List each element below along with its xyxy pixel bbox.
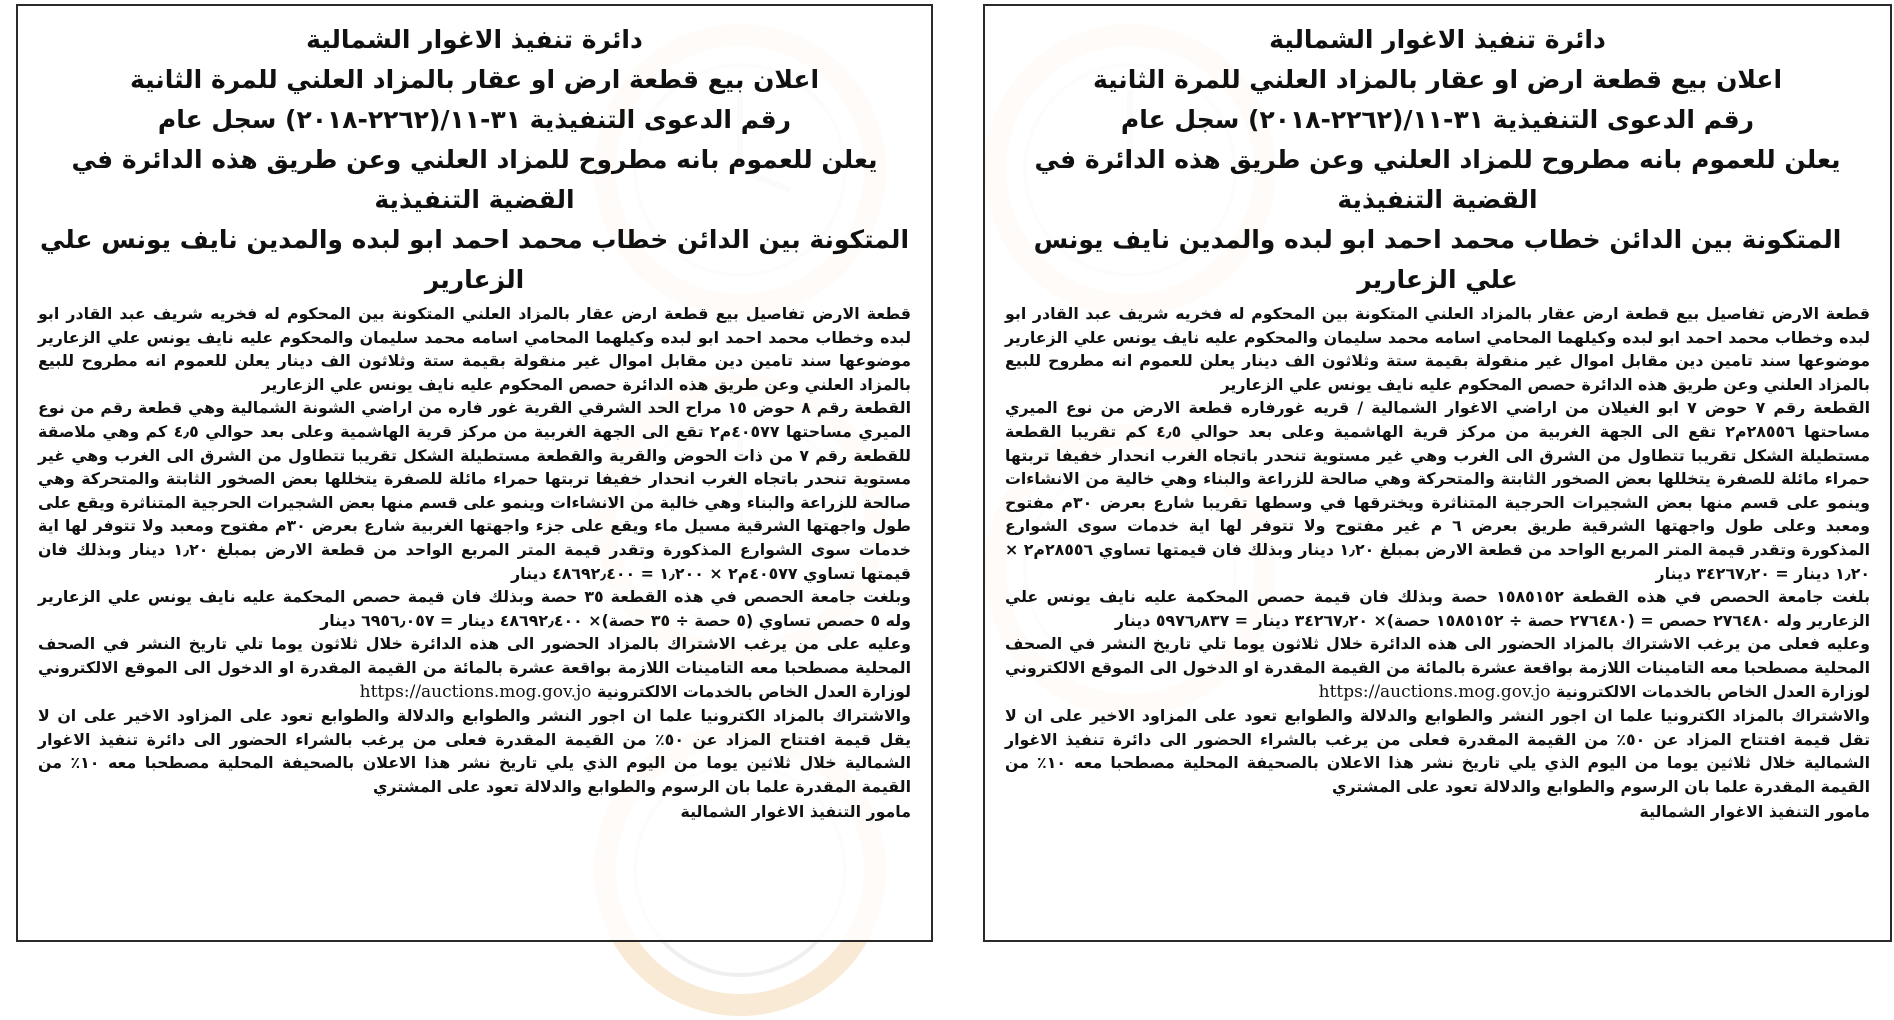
paragraph-participation (38, 632, 911, 704)
paragraph-plot: القطعة رقم ٧ حوض ٧ ابو الغيلان من اراضي الاغوار الشمالية / قريه غورفاره قطعة الارض من نوع الميري مساحتها ٢٨٥٥٦م٢ تقع الى الجهة الغربية من مركز قرية الهاشمية وعلى بعد حوالي ٤٫٥ كم تقريبا القطعة مستطيلة الشكل تقريبا تتطاول من الشرق الى الغرب وهي غير مستوية تنحدر باتجاه الغرب انحدار خفيفا تربتها حمراء مائلة للصفرة يتخللها بعض الصخور الثابتة والمتحركة وهي صالحة للزراعة والبناء وهي خالية من الانشاءات وينمو على قسم منها بعض الشجيرات الحرجية المتناثرة ويخترقها في وسطها تقريبا شارع بعرض ٣٠م مفتوح ومعبد وعلى طول واجهتها الشرقية طريق بعرض ٦ م غير مفتوح ولا تتوفر لها اية خدمات سوى الشوارع المذكورة وتقدر قيمة المتر المربع الواحد من قطعة الارض بمبلغ ١٫٢٠ دينار وبذلك فان قيمتها تساوي ٢٨٥٥٦م٢ × ١٫٢٠ دينار = ٣٤٢٦٧٫٢٠ دينار (1005, 398, 1871, 583)
intro-line-2: المتكونة بين الدائن خطاب محمد احمد ابو لبده والمدين نايف يونس علي الزعارير (1033, 225, 1842, 294)
announcement-title: اعلان بيع قطعة ارض او عقار بالمزاد العلني للمرة الثانية (129, 65, 820, 94)
authority-title: دائرة تنفيذ الاغوار الشمالية (1269, 25, 1606, 54)
announcement-title: اعلان بيع قطعة ارض او عقار بالمزاد العلني للمرة الثانية (1092, 65, 1783, 94)
authority-title: دائرة تنفيذ الاغوار الشمالية (306, 25, 643, 54)
participation-text: وعليه فعلى من يرغب الاشتراك بالمزاد الحضور الى هذه الدائرة خلال ثلاثون يوما تلي تاريخ النشر في الصحف المحلية مصطحبا معه التامينات اللازمة بواقعة عشرة بالمائة من القيمة المقدرة او الدخول الى الموقع الالكتروني لوزارة العدل الخاص بالخدمات الالكترونية (1005, 634, 1870, 701)
notice-body (1005, 302, 1870, 798)
notice-panel-right (983, 4, 1892, 942)
intro-line-1: يعلن للعموم بانه مطروح للمزاد العلني وعن طريق هذه الدائرة في القضية التنفيذية (1034, 145, 1841, 214)
intro-line-2: المتكونة بين الدائن خطاب محمد احمد ابو لبده والمدين نايف يونس علي الزعارير (39, 225, 910, 294)
paragraph-plot: القطعة رقم ٨ حوض ١٥ مراح الحد الشرقي القرية غور فاره من اراضي الشونة الشمالية وهي قطعة رقم من نوع الميري مساحتها ٤٠٥٧٧م٢ تقع الى الجهة الغربية من مركز قرية الهاشمية وعلى بعد حوالي ٤٫٥ كم وهي ملاصقة للقطعة رقم ٧ من ذات الحوض والقرية والقطعة مستطيلة الشكل تقريبا تتطاول من الشرق الى الغرب وهي غير مستوية تنحدر باتجاه الغرب انحدار خفيفا تربتها حمراء مائلة للصفرة يتخللها بعض الصخور الثابتة والمتحركة وهي صالحة للزراعة والبناء وهي خالية من الانشاءات وينمو على قسم منها بعض الشجيرات الحرجية المتناثرة ويقع على طول واجهتها الشرقية مسيل ماء ويقع على جزء واجهتها الغربية شارع بعرض ٣٠م مفتوح ومعبد ولا تتوفر لها اية خدمات سوى الشوارع المذكورة وتقدر قيمة المتر المربع الواحد من قطعة الارض بمبلغ ١٫٢٠ دينار وبذلك فان قيمتها تساوي ٤٠٥٧٧م٢ × ١٫٢٠٠ = ٤٨٦٩٢٫٤٠٠ دينار (38, 398, 912, 583)
notice-panel-left (16, 4, 933, 942)
paragraph-details: قطعة الارض تفاصيل بيع قطعة ارض عقار بالمزاد العلني المتكونة بين المحكوم له فخريه شريف عبد القادر ابو لبده وخطاب محمد احمد ابو لبده وكيلهما المحامي اسامه محمد سليمان والمحكوم عليه نايف يونس علي الزعارير موضوعها سند تامين دين مقابل اموال غير منقولة بقيمة ستة وثلاثون الف دينار يعلن للعموم انه مطروح للبيع بالمزاد العلني وعن طريق هذه الدائرة حصص المحكوم عليه نايف يونس علي الزعارير (1005, 304, 1870, 394)
signature: مامور التنفيذ الاغوار الشمالية (1639, 802, 1870, 822)
auction-url-link[interactable]: https://auctions.mog.gov.jo (359, 681, 592, 702)
paragraph-details: قطعة الارض تفاصيل بيع قطعة ارض عقار بالمزاد العلني المتكونة بين المحكوم له فخريه شريف عبد القادر ابو لبده وخطاب محمد احمد ابو لبده وكيلهما المحامي اسامه محمد سليمان والمحكوم عليه نايف يونس علي الزعارير موضوعها سند تامين دين مقابل اموال غير منقولة بقيمة ستة وثلاثون الف دينار يعلن للعموم انه مطروح للبيع بالمزاد العلني وعن طريق هذه الدائرة حصص المحكوم عليه نايف يونس علي الزعارير (38, 304, 911, 394)
auction-url-link[interactable]: https://auctions.mog.gov.jo (1318, 681, 1551, 702)
case-number: رقم الدعوى التنفيذية ٣١-١١/(٢٢٦٢-٢٠١٨) سجل عام (1120, 105, 1755, 134)
notice-body (38, 302, 911, 798)
case-number: رقم الدعوى التنفيذية ٣١-١١/(٢٢٦٢-٢٠١٨) سجل عام (157, 105, 792, 134)
participation-text: وعليه على من يرغب الاشتراك بالمزاد الحضور الى هذه الدائرة خلال ثلاثون يوما تلي تاريخ النشر في الصحف المحلية مصطحبا معه التامينات اللازمة بواقعة عشرة بالمائة من القيمة المقدرة او الدخول الى الموقع الالكتروني لوزارة العدل الخاص بالخدمات الالكترونية (38, 634, 911, 701)
intro-line-1: يعلن للعموم بانه مطروح للمزاد العلني وعن طريق هذه الدائرة في القضية التنفيذية (71, 145, 878, 214)
paragraph-participation (1005, 632, 1870, 704)
paragraph-shares: وبلغت جامعة الحصص في هذه القطعة ٣٥ حصة وبذلك فان قيمة حصص المحكمة عليه نايف يونس علي الزعارير وله ٥ حصص تساوي (٥ حصة ÷ ٣٥ حصة)× ٤٨٦٩٢٫٤٠٠ دينار = ٦٩٥٦٫٠٥٧ دينار (38, 587, 911, 630)
signature: مامور التنفيذ الاغوار الشمالية (680, 802, 911, 822)
paragraph-shares: بلغت جامعة الحصص في هذه القطعة ١٥٨٥١٥٢ حصة وبذلك فان قيمة حصص المحكمة عليه نايف يونس علي الزعارير وله ٢٧٦٤٨٠ حصص = (٢٧٦٤٨٠ حصة ÷ ١٥٨٥١٥٢ حصة)× ٣٤٢٦٧٫٢٠ دينار = ٥٩٧٦٫٨٣٧ دينار (1005, 587, 1870, 630)
paragraph-terms: والاشتراك بالمزاد الكترونيا علما ان اجور النشر والطوابع والدلالة والطوابع تعود على المزاود الاخير على ان لا تقل قيمة افتتاح المزاد عن ٥٠٪ من القيمة المقدرة فعلى من يرغب بالشراء الحضور الى دائرة تنفيذ الاغوار الشمالية خلال ثلاثين يوما من اليوم الذي يلي تاريخ نشر هذا الاعلان بالصحيفة المحلية مصطحبا معه ١٠٪ من القيمة المقدرة علما بان الرسوم والطوابع والدلالة تعود على المشتري (1005, 706, 1871, 796)
paragraph-terms: والاشتراك بالمزاد الكترونيا علما ان اجور النشر والطوابع والدلالة والطوابع تعود على المزاود الاخير على ان لا يقل قيمة افتتاح المزاد عن ٥٠٪ من القيمة المقدرة فعلى من يرغب بالشراء الحضور الى دائرة تنفيذ الاغوار الشمالية خلال ثلاثين يوما من اليوم الذي يلي تاريخ نشر هذا الاعلان بالصحيفة المحلية مصطحبا معه ١٠٪ من القيمة المقدرة علما بان الرسوم والطوابع والدلالة تعود على المشتري (38, 706, 911, 796)
